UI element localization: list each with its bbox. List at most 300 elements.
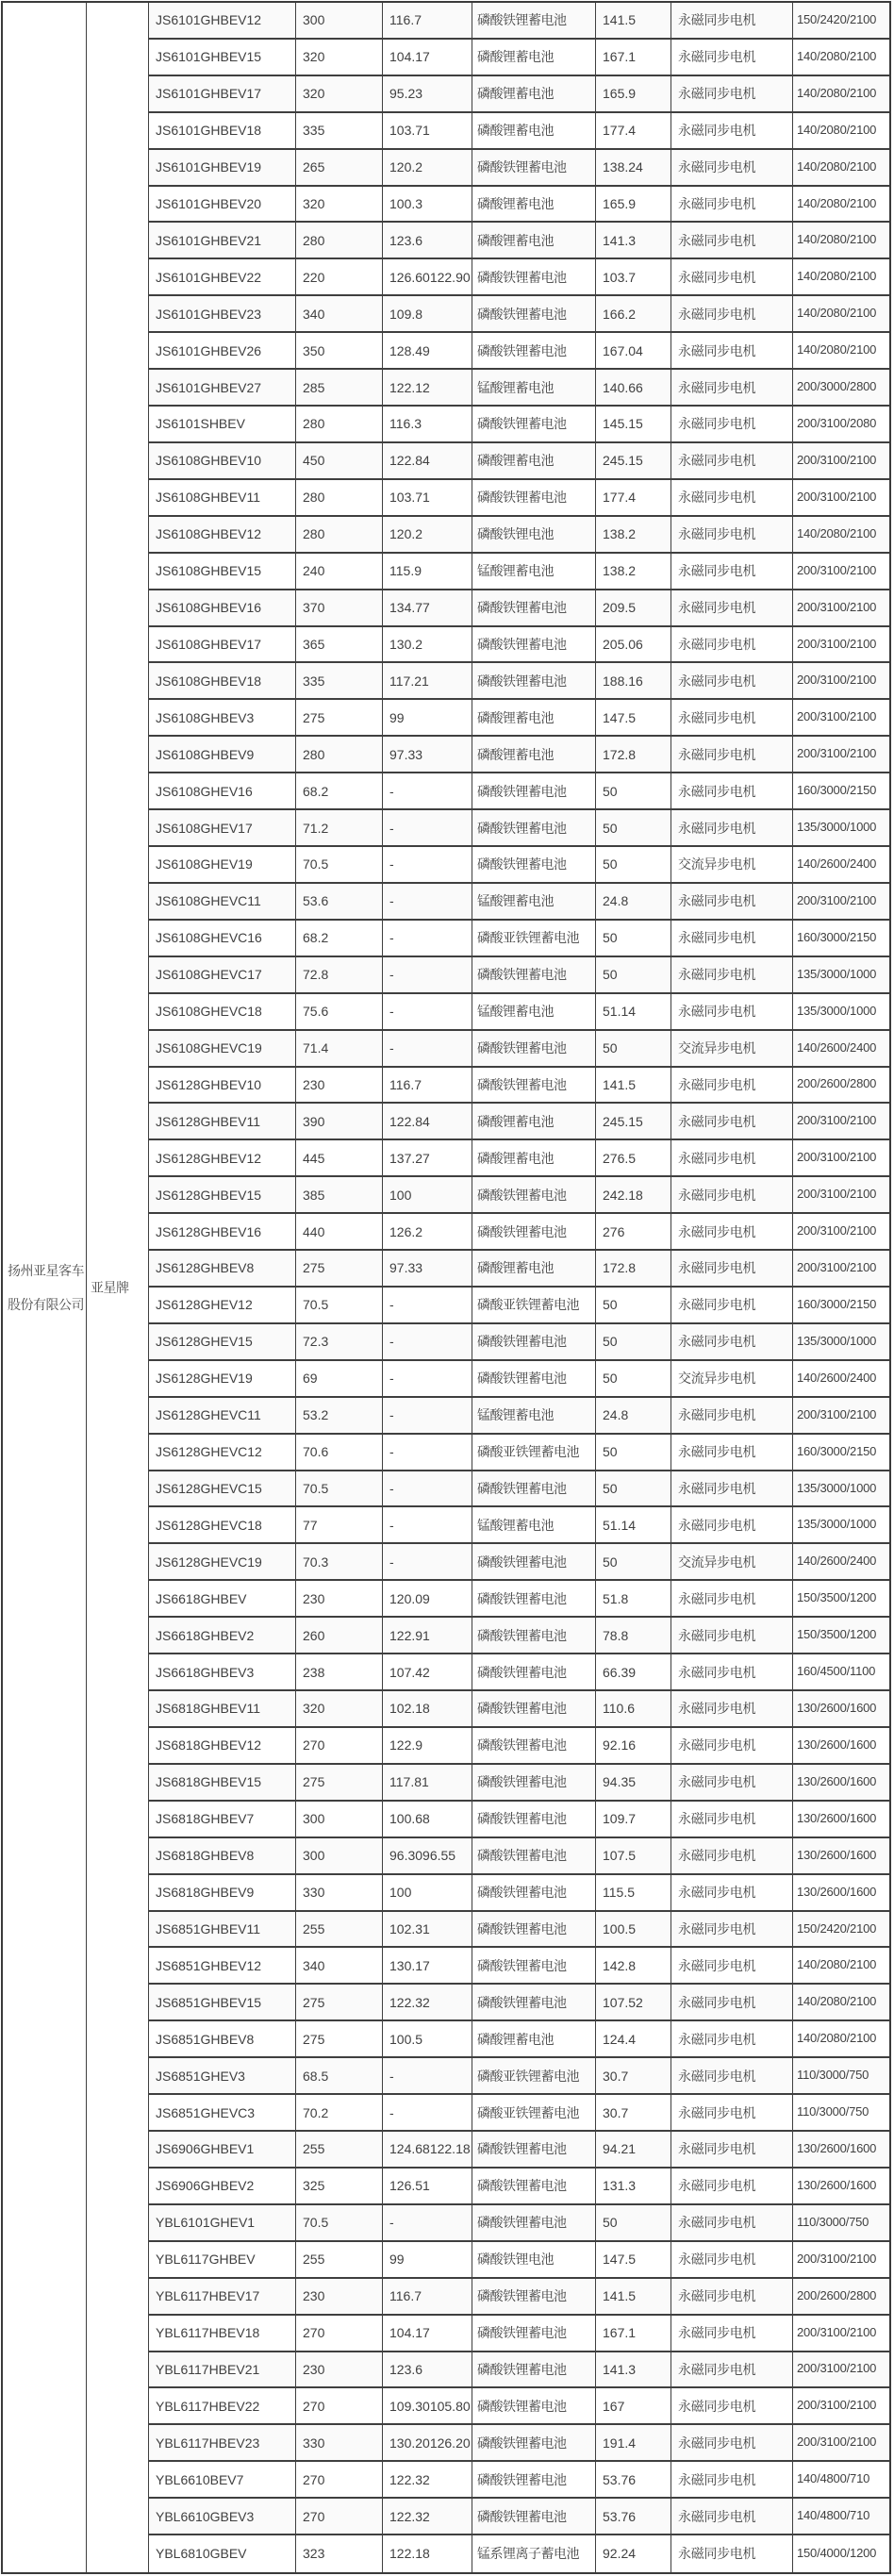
- cell-battery_type: 磷酸锂蓄电池: [472, 1104, 596, 1140]
- cell-value1: 255: [296, 2132, 383, 2169]
- cell-value3: 50: [596, 921, 671, 957]
- cell-motor_type: 永磁同步电机: [671, 2388, 793, 2425]
- cell-value3: 165.9: [596, 76, 671, 113]
- cell-power_dimensions: 200/2600/2800: [793, 1068, 889, 1105]
- cell-model: JS6108GHBEV12: [149, 517, 296, 554]
- cell-model: YBL6117HBEV23: [149, 2425, 296, 2462]
- cell-power_dimensions: 200/3100/2100: [793, 1398, 889, 1435]
- cell-motor_type: 永磁同步电机: [671, 1985, 793, 2021]
- cell-value3: 50: [596, 2205, 671, 2242]
- cell-value2: -: [383, 2205, 472, 2242]
- cell-model: JS6128GHBEV10: [149, 1068, 296, 1105]
- cell-power_dimensions: 135/3000/1000: [793, 957, 889, 994]
- cell-value3: 103.7: [596, 259, 671, 296]
- cell-value3: 167: [596, 2388, 671, 2425]
- cell-battery_type: 锰酸锂蓄电池: [472, 1507, 596, 1544]
- cell-value1: 70.6: [296, 1435, 383, 1471]
- cell-value1: 230: [296, 1068, 383, 1105]
- cell-power_dimensions: 160/3000/2150: [793, 1288, 889, 1324]
- cell-value3: 50: [596, 1544, 671, 1581]
- cell-value1: 53.2: [296, 1398, 383, 1435]
- cell-value3: 50: [596, 1471, 671, 1508]
- cell-motor_type: 永磁同步电机: [671, 1654, 793, 1691]
- cell-value3: 138.2: [596, 554, 671, 590]
- cell-value3: 66.39: [596, 1654, 671, 1691]
- cell-power_dimensions: 150/2420/2100: [793, 1912, 889, 1949]
- cell-value1: 72.3: [296, 1324, 383, 1361]
- cell-motor_type: 交流异步电机: [671, 1031, 793, 1068]
- cell-value2: -: [383, 1471, 472, 1508]
- cell-value1: 255: [296, 2242, 383, 2279]
- cell-motor_type: 永磁同步电机: [671, 370, 793, 407]
- cell-value2: -: [383, 1398, 472, 1435]
- cell-value2: 103.71: [383, 113, 472, 150]
- cell-battery_type: 磷酸铁锂电池: [472, 517, 596, 554]
- cell-value1: 325: [296, 2169, 383, 2205]
- cell-battery_type: 磷酸铁锂蓄电池: [472, 2169, 596, 2205]
- cell-value1: 300: [296, 1838, 383, 1875]
- cell-battery_type: 磷酸铁锂蓄电池: [472, 2388, 596, 2425]
- cell-value3: 188.16: [596, 663, 671, 700]
- cell-power_dimensions: 200/3100/2100: [793, 1140, 889, 1177]
- cell-value3: 141.5: [596, 3, 671, 40]
- cell-model: JS6128GHEV12: [149, 1288, 296, 1324]
- cell-model: JS6108GHEV17: [149, 810, 296, 847]
- cell-value2: 99: [383, 700, 472, 737]
- cell-value1: 275: [296, 2021, 383, 2058]
- cell-model: JS6128GHEVC15: [149, 1471, 296, 1508]
- cell-battery_type: 磷酸铁锂蓄电池: [472, 407, 596, 443]
- cell-value1: 270: [296, 2462, 383, 2499]
- cell-value3: 167.1: [596, 2316, 671, 2352]
- cell-model: JS6108GHEVC18: [149, 994, 296, 1031]
- cell-value3: 205.06: [596, 627, 671, 664]
- cell-motor_type: 永磁同步电机: [671, 2132, 793, 2169]
- cell-value1: 68.2: [296, 773, 383, 810]
- cell-power_dimensions: 140/2080/2100: [793, 187, 889, 224]
- cell-value3: 51.14: [596, 1507, 671, 1544]
- cell-power_dimensions: 200/3100/2100: [793, 884, 889, 921]
- cell-power_dimensions: 200/2600/2800: [793, 2279, 889, 2316]
- cell-battery_type: 磷酸锂蓄电池: [472, 1140, 596, 1177]
- cell-value1: 300: [296, 1802, 383, 1838]
- cell-motor_type: 永磁同步电机: [671, 2205, 793, 2242]
- cell-value3: 51.8: [596, 1581, 671, 1618]
- cell-power_dimensions: 200/3100/2100: [793, 590, 889, 627]
- cell-model: JS6108GHEV16: [149, 773, 296, 810]
- cell-value1: 370: [296, 590, 383, 627]
- cell-battery_type: 磷酸铁锂蓄电池: [472, 1618, 596, 1654]
- cell-battery_type: 磷酸锂蓄电池: [472, 700, 596, 737]
- cell-value1: 68.2: [296, 921, 383, 957]
- cell-model: YBL6117HBEV18: [149, 2316, 296, 2352]
- cell-power_dimensions: 140/2080/2100: [793, 1985, 889, 2021]
- cell-value1: 270: [296, 2499, 383, 2535]
- cell-value3: 191.4: [596, 2425, 671, 2462]
- cell-battery_type: 磷酸锂蓄电池: [472, 2021, 596, 2058]
- cell-battery_type: 磷酸锂蓄电池: [472, 223, 596, 259]
- cell-value2: 130.17: [383, 1948, 472, 1985]
- cell-power_dimensions: 140/2080/2100: [793, 40, 889, 76]
- cell-value1: 350: [296, 333, 383, 370]
- cell-motor_type: 永磁同步电机: [671, 1104, 793, 1140]
- cell-value2: 122.91: [383, 1618, 472, 1654]
- cell-motor_type: 永磁同步电机: [671, 2021, 793, 2058]
- cell-model: JS6108GHBEV17: [149, 627, 296, 664]
- cell-model: JS6128GHEVC19: [149, 1544, 296, 1581]
- cell-motor_type: 永磁同步电机: [671, 921, 793, 957]
- cell-battery_type: 磷酸锂蓄电池: [472, 113, 596, 150]
- cell-model: JS6101GHBEV23: [149, 296, 296, 333]
- cell-value2: 126.51: [383, 2169, 472, 2205]
- cell-value1: 70.5: [296, 2205, 383, 2242]
- cell-value1: 255: [296, 1912, 383, 1949]
- cell-value3: 50: [596, 1324, 671, 1361]
- cell-value3: 53.76: [596, 2462, 671, 2499]
- cell-value1: 275: [296, 700, 383, 737]
- cell-battery_type: 磷酸铁锂蓄电池: [472, 2279, 596, 2316]
- cell-model: JS6128GHEVC11: [149, 1398, 296, 1435]
- cell-power_dimensions: 130/2600/1600: [793, 1691, 889, 1728]
- cell-motor_type: 永磁同步电机: [671, 2058, 793, 2095]
- cell-value2: 122.84: [383, 443, 472, 480]
- cell-battery_type: 磷酸铁锂蓄电池: [472, 1214, 596, 1251]
- cell-value1: 320: [296, 1691, 383, 1728]
- cell-value1: 320: [296, 187, 383, 224]
- cell-power_dimensions: 140/2080/2100: [793, 1948, 889, 1985]
- cell-motor_type: 永磁同步电机: [671, 1691, 793, 1728]
- cell-model: JS6128GHBEV16: [149, 1214, 296, 1251]
- cell-value2: -: [383, 957, 472, 994]
- cell-value2: 130.2: [383, 627, 472, 664]
- cell-value2: 115.9: [383, 554, 472, 590]
- cell-value2: 122.12: [383, 370, 472, 407]
- company-name-line1: 扬州亚星客车: [8, 1263, 84, 1278]
- cell-value1: 365: [296, 627, 383, 664]
- cell-value3: 276: [596, 1214, 671, 1251]
- cell-battery_type: 磷酸铁锂蓄电池: [472, 3, 596, 40]
- cell-battery_type: 磷酸铁锂蓄电池: [472, 1654, 596, 1691]
- cell-value2: -: [383, 2058, 472, 2095]
- cell-power_dimensions: 200/3000/2800: [793, 370, 889, 407]
- cell-power_dimensions: 130/2600/1600: [793, 1728, 889, 1765]
- cell-model: JS6618GHBEV2: [149, 1618, 296, 1654]
- cell-battery_type: 磷酸铁锂蓄电池: [472, 2425, 596, 2462]
- cell-model: JS6101GHBEV20: [149, 187, 296, 224]
- cell-power_dimensions: 200/3100/2100: [793, 1104, 889, 1140]
- cell-motor_type: 永磁同步电机: [671, 1912, 793, 1949]
- cell-value3: 50: [596, 847, 671, 884]
- cell-motor_type: 永磁同步电机: [671, 2169, 793, 2205]
- cell-power_dimensions: 130/2600/1600: [793, 1765, 889, 1802]
- cell-value3: 276.5: [596, 1140, 671, 1177]
- cell-power_dimensions: 110/3000/750: [793, 2205, 889, 2242]
- cell-value3: 100.5: [596, 1912, 671, 1949]
- cell-value3: 167.04: [596, 333, 671, 370]
- cell-model: YBL6810GBEV: [149, 2535, 296, 2572]
- cell-battery_type: 磷酸铁锂蓄电池: [472, 1177, 596, 1214]
- cell-value3: 131.3: [596, 2169, 671, 2205]
- cell-value2: -: [383, 1288, 472, 1324]
- cell-value1: 71.4: [296, 1031, 383, 1068]
- cell-power_dimensions: 130/2600/1600: [793, 1875, 889, 1912]
- cell-value3: 50: [596, 957, 671, 994]
- cell-value3: 142.8: [596, 1948, 671, 1985]
- cell-motor_type: 永磁同步电机: [671, 2242, 793, 2279]
- cell-power_dimensions: 135/3000/1000: [793, 1507, 889, 1544]
- cell-value3: 172.8: [596, 1251, 671, 1288]
- cell-value2: 96.3096.55: [383, 1838, 472, 1875]
- cell-value1: 70.5: [296, 847, 383, 884]
- cell-value3: 109.7: [596, 1802, 671, 1838]
- cell-value3: 124.4: [596, 2021, 671, 2058]
- cell-motor_type: 永磁同步电机: [671, 1471, 793, 1508]
- cell-model: JS6108GHBEV11: [149, 480, 296, 517]
- cell-motor_type: 永磁同步电机: [671, 2425, 793, 2462]
- cell-power_dimensions: 160/3000/2150: [793, 773, 889, 810]
- cell-value2: -: [383, 1507, 472, 1544]
- cell-value1: 238: [296, 1654, 383, 1691]
- cell-model: JS6851GHEVC3: [149, 2095, 296, 2132]
- vehicle-spec-table: [1, 1, 891, 2574]
- cell-power_dimensions: 140/2080/2100: [793, 296, 889, 333]
- cell-value2: 109.30105.80: [383, 2388, 472, 2425]
- cell-value3: 140.66: [596, 370, 671, 407]
- cell-value2: 100.3: [383, 187, 472, 224]
- cell-motor_type: 永磁同步电机: [671, 1507, 793, 1544]
- cell-power_dimensions: 140/2080/2100: [793, 113, 889, 150]
- cell-value1: 77: [296, 1507, 383, 1544]
- cell-model: JS6108GHBEV3: [149, 700, 296, 737]
- cell-value2: 122.18: [383, 2535, 472, 2572]
- cell-battery_type: 磷酸铁锂蓄电池: [472, 2132, 596, 2169]
- cell-motor_type: 永磁同步电机: [671, 2352, 793, 2389]
- cell-model: YBL6117GHBEV: [149, 2242, 296, 2279]
- cell-motor_type: 永磁同步电机: [671, 113, 793, 150]
- cell-power_dimensions: 130/2600/1600: [793, 1838, 889, 1875]
- cell-value1: 285: [296, 370, 383, 407]
- cell-value1: 220: [296, 259, 383, 296]
- cell-motor_type: 永磁同步电机: [671, 1728, 793, 1765]
- cell-power_dimensions: 200/3100/2100: [793, 554, 889, 590]
- cell-model: YBL6610BEV7: [149, 2462, 296, 2499]
- cell-model: JS6101GHBEV15: [149, 40, 296, 76]
- cell-value1: 335: [296, 113, 383, 150]
- cell-battery_type: 锰酸锂蓄电池: [472, 554, 596, 590]
- cell-battery_type: 磷酸铁锂蓄电池: [472, 1948, 596, 1985]
- cell-motor_type: 永磁同步电机: [671, 1618, 793, 1654]
- cell-value1: 260: [296, 1618, 383, 1654]
- cell-value1: 300: [296, 3, 383, 40]
- cell-value3: 50: [596, 1288, 671, 1324]
- cell-model: JS6101GHBEV17: [149, 76, 296, 113]
- cell-power_dimensions: 200/3100/2100: [793, 737, 889, 773]
- cell-value3: 107.5: [596, 1838, 671, 1875]
- cell-value2: 104.17: [383, 2316, 472, 2352]
- cell-value1: 53.6: [296, 884, 383, 921]
- cell-power_dimensions: 200/3100/2100: [793, 2316, 889, 2352]
- cell-motor_type: 永磁同步电机: [671, 3, 793, 40]
- cell-value2: 117.81: [383, 1765, 472, 1802]
- cell-value2: 102.31: [383, 1912, 472, 1949]
- cell-battery_type: 磷酸亚铁锂蓄电池: [472, 1435, 596, 1471]
- cell-motor_type: 永磁同步电机: [671, 150, 793, 187]
- cell-value3: 24.8: [596, 884, 671, 921]
- company-name-cell: [3, 3, 87, 2572]
- cell-value1: 265: [296, 150, 383, 187]
- cell-power_dimensions: 200/3100/2100: [793, 443, 889, 480]
- cell-battery_type: 磷酸铁锂蓄电池: [472, 1544, 596, 1581]
- cell-model: JS6851GHBEV11: [149, 1912, 296, 1949]
- cell-value3: 145.15: [596, 407, 671, 443]
- cell-value1: 280: [296, 517, 383, 554]
- cell-battery_type: 锰酸锂蓄电池: [472, 884, 596, 921]
- cell-model: JS6108GHEVC17: [149, 957, 296, 994]
- cell-value1: 70.5: [296, 1288, 383, 1324]
- cell-value3: 94.35: [596, 1765, 671, 1802]
- cell-power_dimensions: 160/3000/2150: [793, 921, 889, 957]
- cell-value1: 280: [296, 480, 383, 517]
- cell-battery_type: 磷酸亚铁锂蓄电池: [472, 2058, 596, 2095]
- cell-battery_type: 磷酸铁锂蓄电池: [472, 627, 596, 664]
- cell-value1: 230: [296, 2279, 383, 2316]
- cell-power_dimensions: 140/2600/2400: [793, 1544, 889, 1581]
- cell-model: JS6108GHBEV15: [149, 554, 296, 590]
- cell-value2: 123.6: [383, 2352, 472, 2389]
- cell-value2: 126.60122.90: [383, 259, 472, 296]
- cell-power_dimensions: 200/3100/2100: [793, 2242, 889, 2279]
- cell-value2: 97.33: [383, 1251, 472, 1288]
- cell-value2: -: [383, 884, 472, 921]
- cell-motor_type: 永磁同步电机: [671, 2499, 793, 2535]
- cell-value2: 117.21: [383, 663, 472, 700]
- cell-motor_type: 永磁同步电机: [671, 773, 793, 810]
- cell-value1: 385: [296, 1177, 383, 1214]
- cell-value3: 147.5: [596, 700, 671, 737]
- cell-value2: 97.33: [383, 737, 472, 773]
- cell-battery_type: 磷酸铁锂蓄电池: [472, 957, 596, 994]
- cell-motor_type: 交流异步电机: [671, 1361, 793, 1398]
- cell-value3: 94.21: [596, 2132, 671, 2169]
- cell-value1: 72.8: [296, 957, 383, 994]
- cell-power_dimensions: 200/3100/2080: [793, 407, 889, 443]
- cell-value3: 78.8: [596, 1618, 671, 1654]
- cell-motor_type: 永磁同步电机: [671, 554, 793, 590]
- cell-value3: 92.16: [596, 1728, 671, 1765]
- cell-value3: 166.2: [596, 296, 671, 333]
- cell-value2: 122.32: [383, 1985, 472, 2021]
- cell-motor_type: 永磁同步电机: [671, 1765, 793, 1802]
- cell-battery_type: 磷酸铁锂蓄电池: [472, 1985, 596, 2021]
- cell-motor_type: 永磁同步电机: [671, 2316, 793, 2352]
- cell-value1: 445: [296, 1140, 383, 1177]
- cell-battery_type: 磷酸铁锂蓄电池: [472, 2462, 596, 2499]
- cell-value1: 330: [296, 1875, 383, 1912]
- cell-value3: 24.8: [596, 1398, 671, 1435]
- cell-motor_type: 永磁同步电机: [671, 884, 793, 921]
- cell-value1: 270: [296, 2316, 383, 2352]
- cell-power_dimensions: 140/2600/2400: [793, 1361, 889, 1398]
- cell-value3: 107.52: [596, 1985, 671, 2021]
- cell-battery_type: 磷酸铁锂蓄电池: [472, 663, 596, 700]
- cell-power_dimensions: 130/2600/1600: [793, 2132, 889, 2169]
- cell-battery_type: 磷酸铁锂蓄电池: [472, 773, 596, 810]
- cell-value2: -: [383, 921, 472, 957]
- cell-power_dimensions: 200/3100/2100: [793, 700, 889, 737]
- cell-motor_type: 永磁同步电机: [671, 2279, 793, 2316]
- cell-battery_type: 磷酸铁锂蓄电池: [472, 810, 596, 847]
- cell-motor_type: 永磁同步电机: [671, 1177, 793, 1214]
- cell-value1: 390: [296, 1104, 383, 1140]
- cell-power_dimensions: 140/2080/2100: [793, 150, 889, 187]
- cell-model: JS6101GHBEV21: [149, 223, 296, 259]
- cell-value3: 51.14: [596, 994, 671, 1031]
- cell-power_dimensions: 135/3000/1000: [793, 1324, 889, 1361]
- cell-value2: 103.71: [383, 480, 472, 517]
- cell-model: JS6108GHEVC11: [149, 884, 296, 921]
- cell-value2: 116.7: [383, 1068, 472, 1105]
- cell-value1: 280: [296, 737, 383, 773]
- cell-value2: -: [383, 773, 472, 810]
- cell-value1: 75.6: [296, 994, 383, 1031]
- cell-model: YBL6101GHEV1: [149, 2205, 296, 2242]
- cell-model: JS6108GHBEV10: [149, 443, 296, 480]
- cell-battery_type: 磷酸铁锂蓄电池: [472, 1728, 596, 1765]
- cell-model: JS6818GHBEV8: [149, 1838, 296, 1875]
- cell-model: JS6128GHEV15: [149, 1324, 296, 1361]
- cell-model: JS6906GHBEV1: [149, 2132, 296, 2169]
- cell-value1: 275: [296, 1985, 383, 2021]
- cell-value3: 141.3: [596, 2352, 671, 2389]
- cell-power_dimensions: 110/3000/750: [793, 2095, 889, 2132]
- cell-battery_type: 锰酸锂蓄电池: [472, 370, 596, 407]
- cell-motor_type: 永磁同步电机: [671, 1214, 793, 1251]
- cell-battery_type: 磷酸铁锂电池: [472, 2242, 596, 2279]
- cell-model: JS6128GHBEV11: [149, 1104, 296, 1140]
- cell-value1: 280: [296, 407, 383, 443]
- cell-value2: 116.7: [383, 2279, 472, 2316]
- cell-value1: 275: [296, 1765, 383, 1802]
- cell-power_dimensions: 200/3100/2100: [793, 1251, 889, 1288]
- cell-value2: 116.7: [383, 3, 472, 40]
- cell-value2: 100: [383, 1875, 472, 1912]
- cell-value3: 172.8: [596, 737, 671, 773]
- cell-value2: 122.9: [383, 1728, 472, 1765]
- cell-model: JS6108GHEVC16: [149, 921, 296, 957]
- cell-power_dimensions: 150/2420/2100: [793, 3, 889, 40]
- cell-value2: 120.2: [383, 150, 472, 187]
- cell-value1: 71.2: [296, 810, 383, 847]
- cell-value3: 115.5: [596, 1875, 671, 1912]
- cell-power_dimensions: 200/3100/2100: [793, 627, 889, 664]
- cell-battery_type: 磷酸锂蓄电池: [472, 187, 596, 224]
- cell-battery_type: 磷酸铁锂蓄电池: [472, 1031, 596, 1068]
- cell-value1: 68.5: [296, 2058, 383, 2095]
- cell-motor_type: 永磁同步电机: [671, 259, 793, 296]
- company-name-line2: 股份有限公司: [8, 1297, 84, 1312]
- cell-model: JS6818GHBEV9: [149, 1875, 296, 1912]
- cell-value3: 92.24: [596, 2535, 671, 2572]
- cell-power_dimensions: 135/3000/1000: [793, 810, 889, 847]
- cell-battery_type: 锰酸锂蓄电池: [472, 1398, 596, 1435]
- cell-value3: 50: [596, 1031, 671, 1068]
- cell-power_dimensions: 140/2080/2100: [793, 517, 889, 554]
- cell-model: JS6128GHEVC18: [149, 1507, 296, 1544]
- cell-value3: 245.15: [596, 1104, 671, 1140]
- cell-value2: -: [383, 1435, 472, 1471]
- cell-value2: 122.84: [383, 1104, 472, 1140]
- cell-motor_type: 永磁同步电机: [671, 517, 793, 554]
